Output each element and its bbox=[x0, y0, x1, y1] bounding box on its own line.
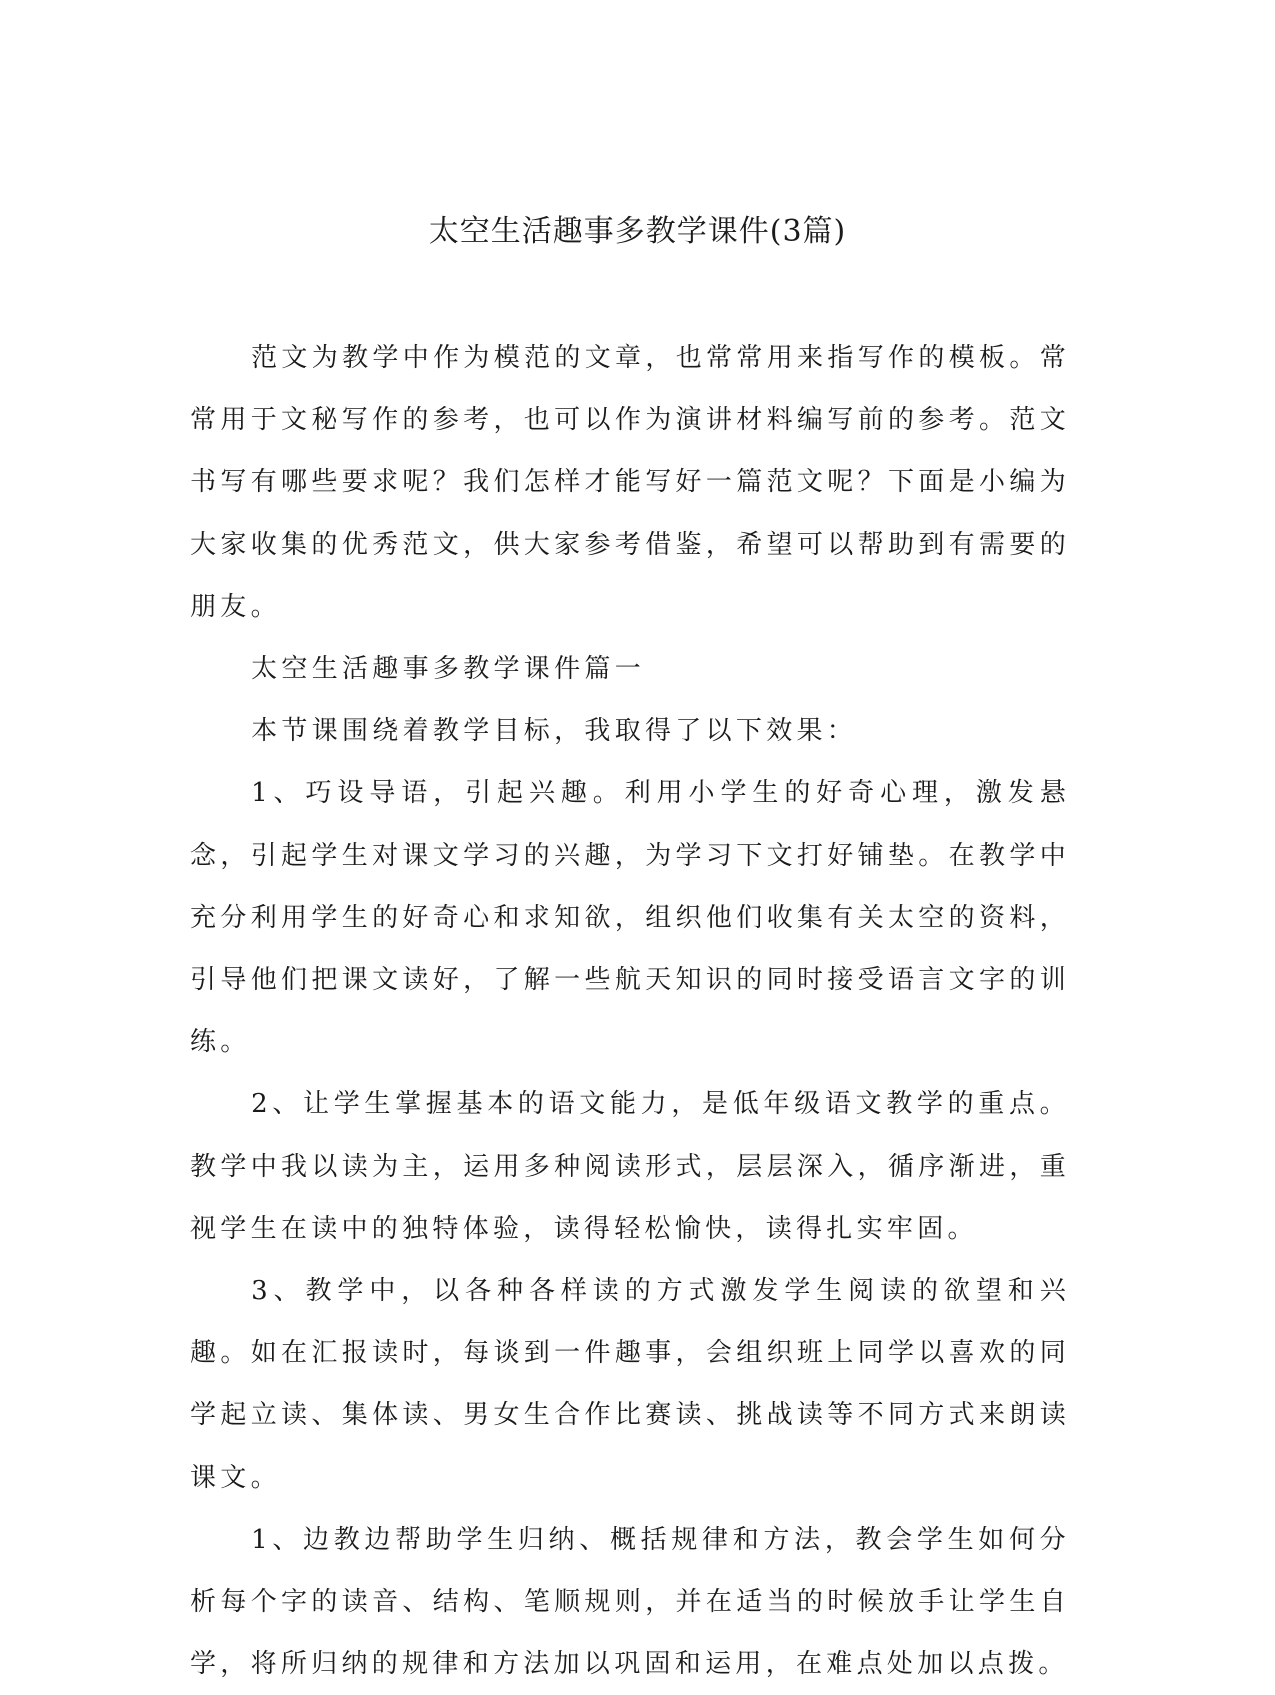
document-title: 太空生活趣事多教学课件(3篇) bbox=[428, 214, 847, 249]
section-heading: 太空生活趣事多教学课件篇一 bbox=[251, 654, 645, 685]
summary-paragraph: 本节课围绕着教学目标，我取得了以下效果： bbox=[251, 716, 858, 747]
intro-paragraph: 范文为教学中作为模范的文章，也常常用来指写作的模板。常常用于文秘写作的参考，也可以作为演讲材料编写前的参考。范文书写有哪些要求呢？我们怎样才能写好一篇范文呢？下面是小编为大家收集的优秀范文，供大家参考借鉴，希望可以帮助到有需要的朋友。 bbox=[190, 343, 1070, 622]
point-paragraph: 1、边教边帮助学生归纳、概括规律和方法，教会学生如何分析每个字的读音、结构、笔顺规则，并在适当的时候放手让学生自学，将所归纳的规律和方法加以巩固和运用，在难点处加以点拨。 bbox=[190, 1524, 1070, 1680]
point-paragraph: 3、教学中，以各种各样读的方式激发学生阅读的欲望和兴趣。如在汇报读时，每谈到一件趣事，会组织班上同学以喜欢的同学起立读、集体读、男女生合作比赛读、挑战读等不同方式来朗读课文。 bbox=[190, 1276, 1070, 1493]
point-paragraph: 2、让学生掌握基本的语文能力，是低年级语文教学的重点。教学中我以读为主，运用多种阅读形式，层层深入，循序渐进，重视学生在读中的独特体验，读得轻松愉快，读得扎实牢固。 bbox=[190, 1089, 1070, 1244]
document-body bbox=[190, 327, 1070, 1695]
point-paragraph: 1、巧设导语，引起兴趣。利用小学生的好奇心理，激发悬念，引起学生对课文学习的兴趣，为学习下文打好铺垫。在教学中充分利用学生的好奇心和求知欲，组织他们收集有关太空的资料，引导他们把课文读好，了解一些航天知识的同时接受语言文字的训练。 bbox=[190, 778, 1070, 1058]
